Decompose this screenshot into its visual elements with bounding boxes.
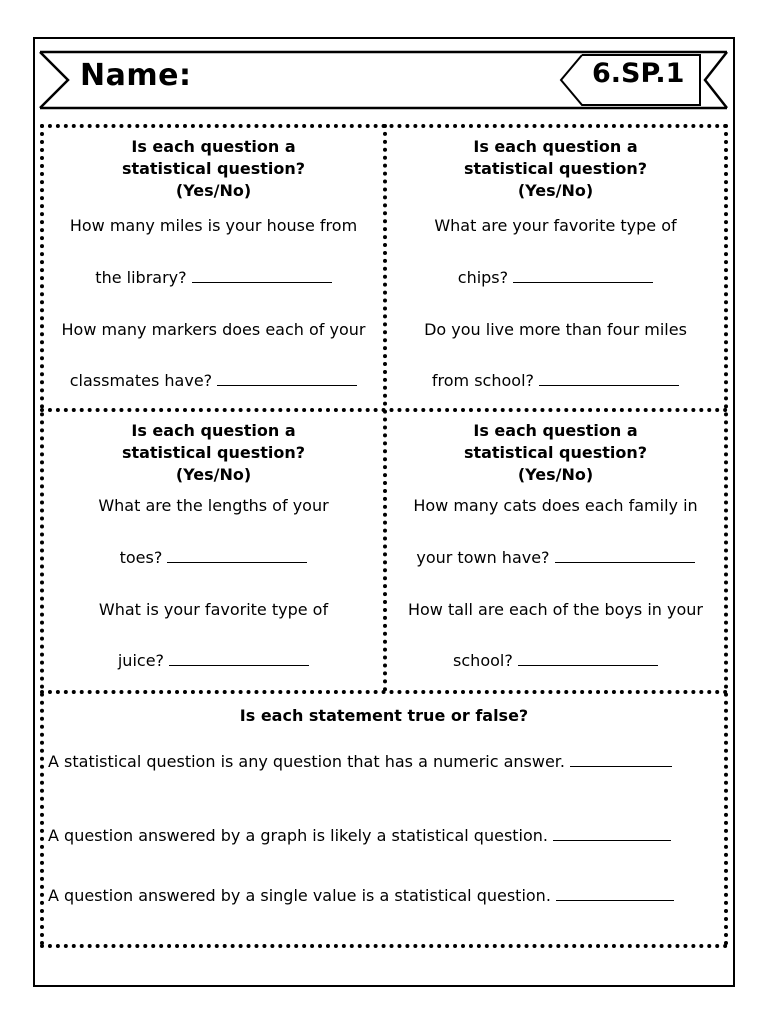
quadrant-top-right <box>387 128 724 408</box>
standard-code: 6.SP.1 <box>592 58 685 89</box>
divider-bottom <box>40 944 728 948</box>
question-2-line-2: from school? <box>387 371 724 390</box>
question-2-line-1: How many markers does each of your <box>61 320 366 339</box>
answer-blank[interactable] <box>518 651 658 666</box>
quadrant-top-left <box>44 128 383 408</box>
quadrant-bottom-right <box>387 412 724 690</box>
question-2-line-2: school? <box>387 651 724 670</box>
quadrant-heading: Is each question a statistical question? (Yes/No) <box>463 137 648 200</box>
question-1-line-2: chips? <box>387 268 724 287</box>
answer-blank[interactable] <box>169 651 309 666</box>
question-1-line-2: toes? <box>44 548 383 567</box>
answer-blank[interactable] <box>192 268 332 283</box>
question-1-line-2: the library? <box>44 268 383 287</box>
question-2-line-1: Do you live more than four miles <box>424 320 687 339</box>
question-2-line-2: classmates have? <box>44 371 383 390</box>
answer-blank[interactable] <box>539 371 679 386</box>
true-false-heading: Is each statement true or false? <box>239 706 529 725</box>
question-1-line-2: your town have? <box>387 548 724 567</box>
statement-3: A question answered by a single value is a statistical question. <box>48 886 674 905</box>
question-2-line-2: juice? <box>44 651 383 670</box>
answer-blank[interactable] <box>167 548 307 563</box>
question-1-line-1: How many miles is your house from <box>69 216 358 235</box>
divider-right <box>724 124 728 946</box>
question-1-line-1: What are the lengths of your <box>98 496 329 515</box>
answer-blank[interactable] <box>570 752 672 767</box>
statement-2: A question answered by a graph is likely a statistical question. <box>48 826 671 845</box>
question-2-line-1: What is your favorite type of <box>98 600 329 619</box>
question-1-line-1: What are your favorite type of <box>434 216 677 235</box>
statement-1: A statistical question is any question that has a numeric answer. <box>48 752 672 771</box>
header-banner <box>0 0 768 120</box>
quadrant-bottom-left <box>44 412 383 690</box>
question-2-line-1: How tall are each of the boys in your <box>407 600 703 619</box>
answer-blank[interactable] <box>217 371 357 386</box>
quadrant-heading: Is each question a statistical question? (Yes/No) <box>121 421 306 484</box>
quadrant-heading: Is each question a statistical question? (Yes/No) <box>463 421 648 484</box>
quadrant-heading: Is each question a statistical question? (Yes/No) <box>121 137 306 200</box>
answer-blank[interactable] <box>555 548 695 563</box>
name-label: Name: <box>80 58 192 93</box>
question-1-line-1: How many cats does each family in <box>413 496 698 515</box>
answer-blank[interactable] <box>513 268 653 283</box>
answer-blank[interactable] <box>553 826 671 841</box>
answer-blank[interactable] <box>556 886 674 901</box>
